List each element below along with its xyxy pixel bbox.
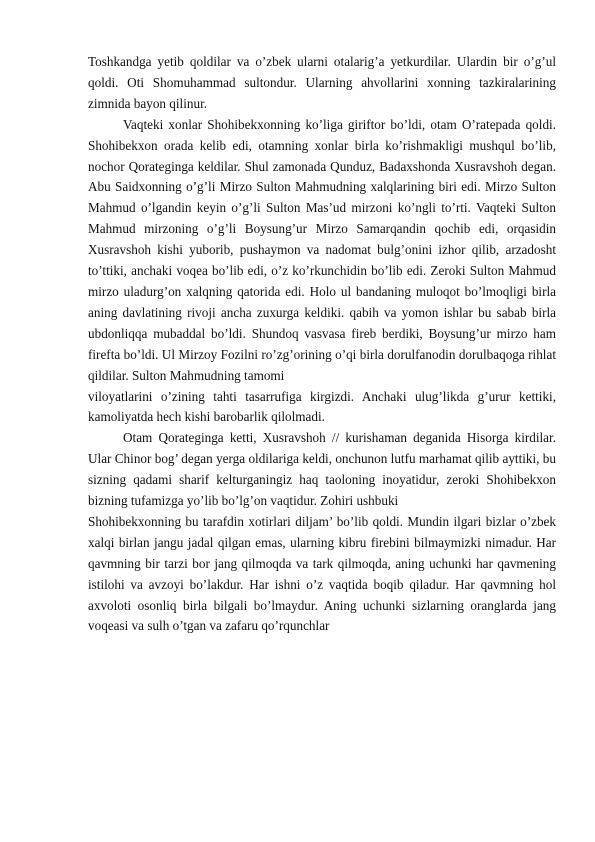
- paragraph-4: Otam Qorateginga ketti, Xusravshoh // kurishaman deganida Hisorga kirdilar. Ular Chinor bog’ degan yerga oldilariga keldi, onchunon lutfu marhamat qilib ayttiki, bu sizning qadami sharif kelturganingiz haq taoloning inoyatidur, zeroki Shohibekxon bizning tufamizga yo’lib bo’lg’on vaqtidur. Zohiri ushbuki: [88, 430, 556, 509]
- paragraph-5: Shohibekxonning bu tarafdin xotirlari diljam’ bo’lib qoldi. Mundin ilgari bizlar o’zbek xalqi birlan jangu jadal qilgan emas, ularning kibru firebini bilmaymizki nimadur. Har qavmning bir tarzi bor jang qilmoqda va tark qilmoqda, aning uchunki har qavmening istilohi va avzoyi bo’lakdur. Har ishni o’z vaqtida boqib qiladur. Har qavmning hol axvoloti osonliq birla bilgali bo’lmaydur. Aning uchunki sizlarning oranglarda jang voqeasi va sulh o’tgan va zafaru qo’rqunchlar: [88, 513, 556, 634]
- document-body: [88, 52, 556, 637]
- paragraph-3: viloyatlarini o’zining tahti tasarrufiga kirgizdi. Anchaki ulug’likda g’urur kettiki, kamoliyatda hech kishi barobarlik qilolmadi.: [88, 388, 556, 425]
- paragraph-2: Vaqteki xonlar Shohibekxonning ko’liga giriftor bo’ldi, otam O’ratepada qoldi. Shohibekxon orada kelib edi, otamning xonlar birla ko’rishmakligi mushqul bo’lib, nochor Qorateginga keldilar. Shul zamonada Qunduz, Badaxshonda Xusravshoh degan. Abu Saidxonning o’g’li Mirzo Sulton Mahmudning xalqlarining biri edi. Mirzo Sulton Mahmud o’lgandin keyin o’g’li Sulton Mas’ud mirzoni ko’ngli to’rti. Vaqteki Sulton Mahmud mirzoning o’g’li Boysung’ur Mirzo Samarqandin qochib edi, orqasidin Xusravshoh kishi yuborib, pushaymon va nadomat bulg’onini izhor qilib, arzadosht to’ttiki, anchaki voqea bo’lib edi, o’z ko’rkunchidin bo’lib edi. Zeroki Sulton Mahmud mirzo uladurg’on xalqning qatorida edi. Holo ul bandaning muloqot bo’lmoqligi birla aning davlatining rivoji ancha zuxurga keldiki. qabih va yomon ishlar bu sabab birla ubdonliqqa mubaddal bo’ldi. Shundoq vasvasa fireb berdiki, Boysung’ur mirzo ham firefta bo’ldi. Ul Mirzoy Fozilni ro’zg’orining o’qi birla dorulfanodin dorulbaqoga rihlat qildilar. Sulton Mahmudning tamomi: [88, 116, 556, 383]
- paragraph-1: Toshkandga yetib qoldilar va o’zbek ularni otalarig’a yetkurdilar. Ulardin bir o’g’ul qoldi. Oti Shomuhammad sultondur. Ularning ahvollarini xonning tazkiralarining zimnida bayon qilinur.: [88, 54, 556, 111]
